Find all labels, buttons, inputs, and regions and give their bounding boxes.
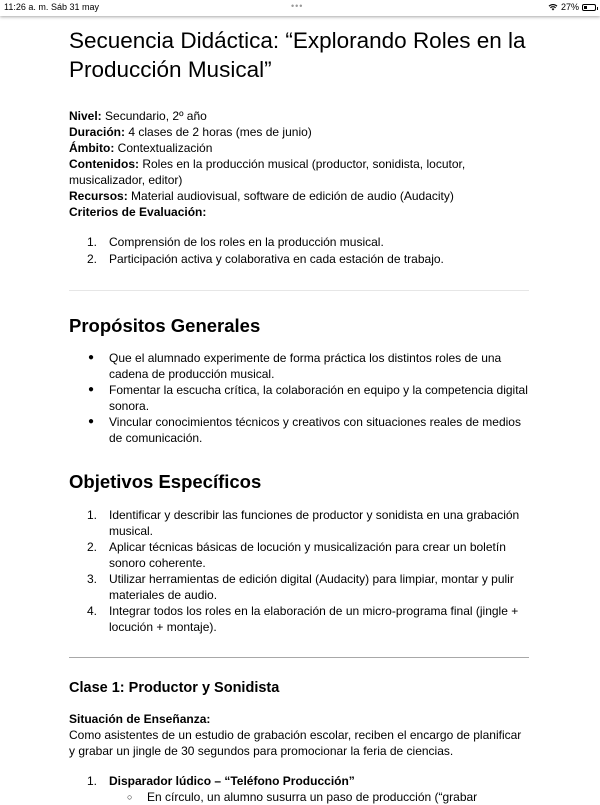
list-item: 2. Aplicar técnicas básicas de locución y musicalización para crear un boletín sonoro coherente. <box>87 540 506 570</box>
meta-ambito: Ámbito: Contextualización <box>69 141 213 155</box>
list-item: 4. Integrar todos los roles en la elaboración de un micro-programa final (jingle + locución + montaje). <box>87 604 519 634</box>
list-item: 1. Identificar y describir las funciones de productor y sonidista en una grabación musical. <box>87 508 520 538</box>
list-item: 3. Utilizar herramientas de edición digital (Audacity) para limpiar, montar y pulir materiales de audio. <box>87 572 514 602</box>
list-item: 1. Disparador lúdico – “Teléfono Producción” ○ En círculo, un alumno susurra un paso de producción (“grabar <box>69 773 529 805</box>
meta-contenidos: Contenidos: Roles en la producción musical (productor, sonidista, locutor, musicalizador, editor) <box>69 157 466 187</box>
list-item: 1. Comprensión de los roles en la producción musical. <box>87 235 384 249</box>
list-item: ● Que el alumnado experimente de forma práctica los distintos roles de una cadena de producción musical. <box>88 351 502 381</box>
situacion-text: Como asistentes de un estudio de grabación escolar, reciben el encargo de planificar y grabar un jingle de 30 segundos para promocionar la feria de ciencias. <box>69 728 522 758</box>
list-item: 2. Participación activa y colaborativa en cada estación de trabajo. <box>87 252 444 266</box>
meta-recursos: Recursos: Material audiovisual, software de edición de audio (Audacity) <box>69 189 454 203</box>
document <box>69 26 529 805</box>
situacion-label: Situación de Enseñanza: <box>69 712 211 726</box>
clase1-steps <box>69 773 529 805</box>
meta-block <box>69 108 529 220</box>
meta-criterios: Criterios de Evaluación: <box>69 205 207 219</box>
doc-title: Secuencia Didáctica: “Explorando Roles en la Producción Musical” <box>69 28 526 82</box>
list-item: ● Fomentar la escucha crítica, la colaboración en equipo y la competencia digital sonora. <box>88 383 528 413</box>
divider <box>69 290 529 291</box>
meta-nivel: Nivel: Secundario, 2º año <box>69 109 207 123</box>
battery-icon <box>582 4 596 11</box>
objetivos-heading: Objetivos Específicos <box>69 471 262 492</box>
divider <box>69 657 529 658</box>
list-item: ● Vincular conocimientos técnicos y creativos con situaciones reales de medios de comunicación. <box>88 415 521 445</box>
status-bar <box>0 0 600 16</box>
status-date: Sáb 31 may <box>51 2 100 12</box>
status-right <box>548 2 596 12</box>
sub-item: ○ En círculo, un alumno susurra un paso de producción (“grabar <box>127 790 478 804</box>
meta-duracion: Duración: 4 clases de 2 horas (mes de junio) <box>69 125 312 139</box>
clase1-heading: Clase 1: Productor y Sonidista <box>69 680 280 696</box>
battery-percent: 27% <box>560 2 579 12</box>
propositos-list <box>69 350 529 446</box>
multitask-dots-icon[interactable]: ••• <box>291 1 304 11</box>
wifi-icon <box>548 3 558 11</box>
propositos-heading: Propósitos Generales <box>69 315 261 336</box>
objetivos-list <box>69 507 529 635</box>
status-time: 11:26 a. m. <box>4 2 49 12</box>
criterios-list <box>69 234 529 267</box>
